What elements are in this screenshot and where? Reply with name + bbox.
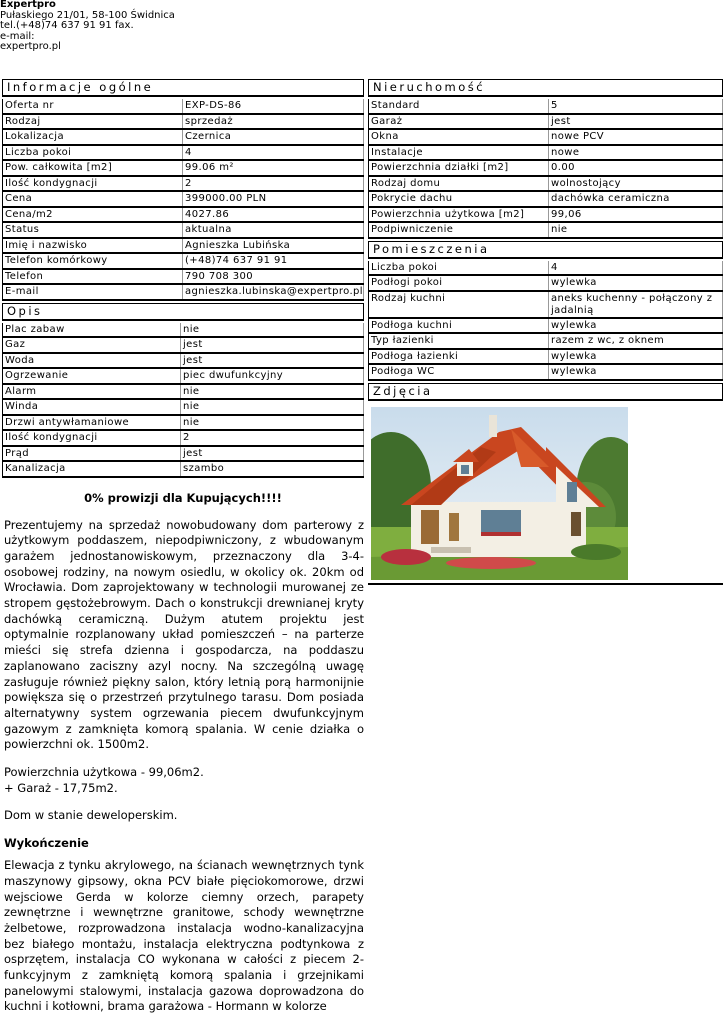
opis-label: Drzwi antywłamaniowe: [3, 415, 181, 431]
general-value: agnieszka.lubinska@expertpro.pl: [183, 284, 364, 300]
general-table: [2, 99, 364, 301]
rooms-row: [369, 291, 723, 318]
property-value: 5: [549, 99, 723, 114]
opis-row: [3, 415, 364, 431]
state-info: Dom w stanie deweloperskim.: [4, 808, 178, 823]
rooms-label: Podłogi pokoi: [369, 275, 549, 291]
opis-value: nie: [181, 415, 364, 431]
opis-value: jest: [181, 353, 364, 369]
general-row: [3, 222, 364, 238]
garage-area: + Garaż - 17,75m2.: [4, 780, 118, 795]
general-label: Status: [3, 222, 183, 238]
finish-title: Wykończenie: [4, 836, 89, 851]
opis-row: [3, 384, 364, 400]
property-value: jest: [549, 114, 723, 130]
agency-phone: tel.(+48)74 637 91 91 fax.: [0, 20, 134, 31]
general-row: [3, 207, 364, 223]
property-label: Garaż: [369, 114, 549, 130]
opis-row: [3, 399, 364, 415]
rooms-label: Rodzaj kuchni: [369, 291, 549, 318]
general-label: Pow. całkowita [m2]: [3, 160, 183, 176]
agency-address: Pułaskiego 21/01, 58-100 Świdnica: [0, 9, 175, 21]
general-label: Rodzaj: [3, 114, 183, 130]
general-value: 399000.00 PLN: [183, 191, 364, 207]
general-value: 4: [183, 145, 364, 161]
agency-name: Expertpro: [0, 0, 56, 10]
opis-label: Plac zabaw: [3, 323, 181, 338]
general-value: 2: [183, 176, 364, 192]
opis-value: nie: [181, 399, 364, 415]
left-column: [2, 79, 364, 1027]
property-row: [369, 160, 723, 176]
opis-label: Kanalizacja: [3, 461, 181, 477]
description-paragraph: Prezentujemy na sprzedaż nowobudowany dom parterowy z użytkowym poddaszem, niepodpiwniczony, z wbudowanym garażem jednostanowiskowym, przeznaczony dla 3-4-osobowej rodziny, na nowym osiedlu, w okolicy ok. 20km od Wrocławia. Dom zaprojektowany w technologii murowanej ze stropem gęstożebrowym. Dach o konstrukcji drewnianej kryty dachówką ceramiczną. Dużym atutem projektu jest optymalnie rozplanowany układ pomieszczeń – na parterze mieści się strefa dzienna i gospodarcza, na poddaszu zaplanowano zaciszny azyl nocny. Na szczególną uwagę zasługuje również piękny salon, który letnią porą harmonijnie powiększa się o przestrzeń przytulnego tarasu. Dom posiada alternatywny system ogrzewania piecem dwufunkcyjnym gazowym z zamknięta komorą spalania. W cenie działka o powierzchni ok. 1500m2.: [4, 517, 364, 752]
property-row: [369, 207, 723, 223]
opis-row: [3, 461, 364, 477]
general-row: [3, 253, 364, 269]
rooms-label: Typ łazienki: [369, 333, 549, 349]
general-row: [3, 269, 364, 285]
finish-paragraph: Elewacja z tynku akrylowego, na ścianach wewnętrznych tynk maszynowy gipsowy, okna PCV białe pięciokomorowe, drzwi wejsciowe Gerda w kolorze ciemny orzech, parapety zewnętrzne i wewnętrzne granitowe, schody wewnętrzne żelbetowe, rozprowadzona instalacja wodno-kanalizacyjna bez białego montażu, instalacja elektryczna podtynkowa z osprzętem, instalacja CO wykonana w całości z piecem 2-funkcyjnym z zamkniętą komorą spalania i grzejnikami panelowymi stalowymi, instalacja gazowa doprowadzona do kuchni i kotłowni, brama garażowa - Hormann w kolorze: [4, 858, 364, 1014]
property-value: dachówka ceramiczna: [549, 191, 723, 207]
section-title-general: Informacje ogólne: [2, 79, 364, 97]
opis-row: [3, 430, 364, 446]
general-label: E-mail: [3, 284, 183, 300]
rooms-value: aneks kuchenny - połączony z jadalnią: [549, 291, 723, 318]
property-value: 99,06: [549, 207, 723, 223]
property-label: Powierzchnia działki [m2]: [369, 160, 549, 176]
general-label: Oferta nr: [3, 99, 183, 114]
property-row: [369, 129, 723, 145]
property-row: [369, 222, 723, 238]
general-label: Telefon: [3, 269, 183, 285]
general-value: sprzedaż: [183, 114, 364, 130]
promo-text: 0% prowizji dla Kupujących!!!!: [84, 490, 282, 505]
section-title-photos: Zdjęcia: [368, 383, 723, 401]
rooms-row: [369, 275, 723, 291]
rooms-value: wylewka: [549, 349, 723, 365]
general-value: Agnieszka Lubińska: [183, 238, 364, 254]
section-title-property: Nieruchomość: [368, 79, 723, 97]
property-row: [369, 191, 723, 207]
opis-value: jest: [181, 446, 364, 462]
property-label: Standard: [369, 99, 549, 114]
opis-label: Gaz: [3, 337, 181, 353]
property-label: Instalacje: [369, 145, 549, 161]
rooms-row: [369, 318, 723, 334]
section-title-rooms: Pomieszczenia: [368, 241, 723, 259]
rooms-row: [369, 261, 723, 276]
rooms-value: wylewka: [549, 318, 723, 334]
rooms-row: [369, 349, 723, 365]
opis-label: Prąd: [3, 446, 181, 462]
opis-row: [3, 368, 364, 384]
opis-value: jest: [181, 337, 364, 353]
opis-row: [3, 446, 364, 462]
rooms-row: [369, 364, 723, 380]
general-row: [3, 176, 364, 192]
general-label: Telefon komórkowy: [3, 253, 183, 269]
rooms-value: wylewka: [549, 275, 723, 291]
opis-value: piec dwufunkcyjny: [181, 368, 364, 384]
opis-value: nie: [181, 384, 364, 400]
property-table: [368, 99, 723, 239]
rooms-row: [369, 333, 723, 349]
general-value: 99.06 m²: [183, 160, 364, 176]
general-label: Cena/m2: [3, 207, 183, 223]
opis-label: Ogrzewanie: [3, 368, 181, 384]
opis-table: [2, 323, 364, 478]
opis-label: Winda: [3, 399, 181, 415]
opis-row: [3, 337, 364, 353]
property-value: nowe PCV: [549, 129, 723, 145]
property-value: nowe: [549, 145, 723, 161]
general-value: EXP-DS-86: [183, 99, 364, 114]
right-column: [368, 79, 723, 585]
rooms-label: Podłoga WC: [369, 364, 549, 380]
opis-label: Ilość kondygnacji: [3, 430, 181, 446]
general-label: Ilość kondygnacji: [3, 176, 183, 192]
rooms-table: [368, 261, 723, 381]
opis-row: [3, 353, 364, 369]
general-value: 790 708 300: [183, 269, 364, 285]
opis-row: [3, 323, 364, 338]
property-row: [369, 114, 723, 130]
property-value: wolnostojący: [549, 176, 723, 192]
property-row: [369, 145, 723, 161]
rooms-label: Podłoga łazienki: [369, 349, 549, 365]
photo-gallery: [368, 403, 723, 585]
general-label: Lokalizacja: [3, 129, 183, 145]
agency-website: expertpro.pl: [0, 41, 61, 52]
general-label: Cena: [3, 191, 183, 207]
general-row: [3, 238, 364, 254]
description: [2, 491, 364, 1016]
general-row: [3, 160, 364, 176]
agency-header: [0, 0, 175, 53]
general-value: Czernica: [183, 129, 364, 145]
property-label: Okna: [369, 129, 549, 145]
opis-value: 2: [181, 430, 364, 446]
property-label: Powierzchnia użytkowa [m2]: [369, 207, 549, 223]
general-row: [3, 129, 364, 145]
property-label: Podpiwniczenie: [369, 222, 549, 238]
area-info: [4, 765, 364, 796]
general-value: aktualna: [183, 222, 364, 238]
usable-area: Powierzchnia użytkowa - 99,06m2.: [4, 765, 204, 780]
rooms-label: Liczba pokoi: [369, 261, 549, 276]
general-label: Imię i nazwisko: [3, 238, 183, 254]
house-photo[interactable]: [371, 407, 628, 580]
property-label: Pokrycie dachu: [369, 191, 549, 207]
rooms-value: 4: [549, 261, 723, 276]
general-row: [3, 114, 364, 130]
opis-value: nie: [181, 323, 364, 338]
agency-email-label: e-mail:: [0, 30, 35, 42]
general-value: (+48)74 637 91 91: [183, 253, 364, 269]
opis-label: Alarm: [3, 384, 181, 400]
rooms-value: wylewka: [549, 364, 723, 380]
opis-value: szambo: [181, 461, 364, 477]
rooms-value: razem z wc, z oknem: [549, 333, 723, 349]
section-title-opis: Opis: [2, 303, 364, 321]
general-value: 4027.86: [183, 207, 364, 223]
property-row: [369, 176, 723, 192]
general-row: [3, 145, 364, 161]
property-value: 0.00: [549, 160, 723, 176]
property-row: [369, 99, 723, 114]
general-label: Liczba pokoi: [3, 145, 183, 161]
general-row: [3, 99, 364, 114]
general-row: [3, 284, 364, 300]
property-value: nie: [549, 222, 723, 238]
property-label: Rodzaj domu: [369, 176, 549, 192]
rooms-label: Podłoga kuchni: [369, 318, 549, 334]
opis-label: Woda: [3, 353, 181, 369]
general-row: [3, 191, 364, 207]
